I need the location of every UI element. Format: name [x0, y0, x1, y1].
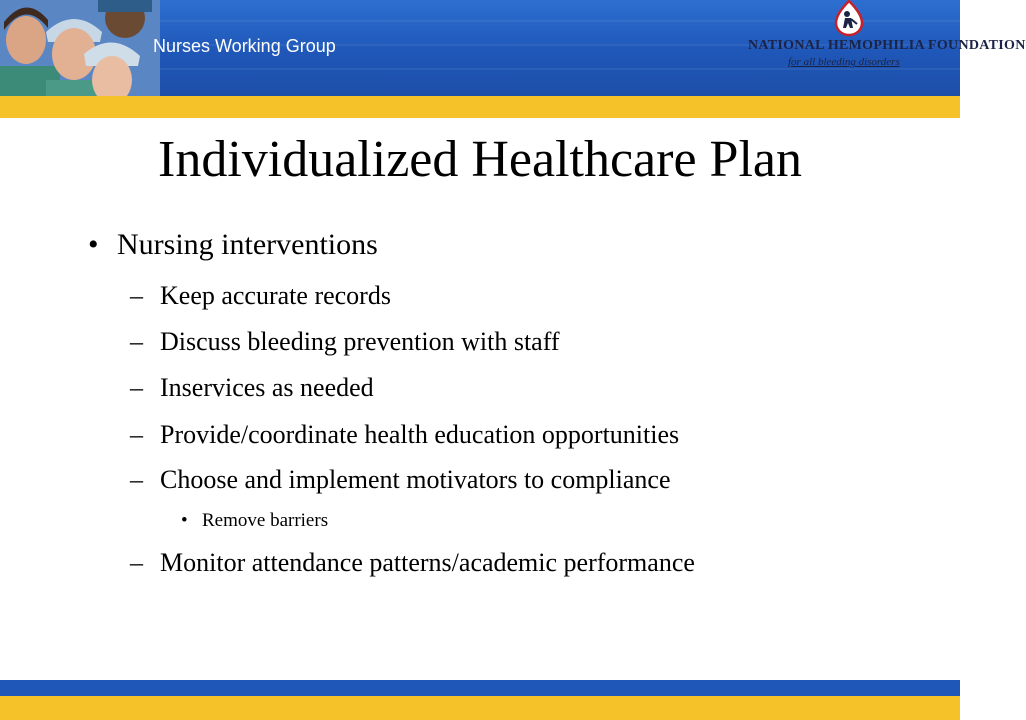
- sub-item-text: Discuss bleeding prevention with staff: [160, 327, 560, 356]
- dash-marker: –: [130, 420, 143, 449]
- sub-item-text: Monitor attendance patterns/academic performance: [160, 548, 695, 577]
- bullet-marker: •: [181, 510, 188, 531]
- dash-marker: –: [130, 327, 143, 356]
- slide-title: Individualized Healthcare Plan: [158, 131, 802, 188]
- dash-marker: –: [130, 465, 143, 494]
- nhf-logo: [748, 0, 1026, 96]
- dash-marker: –: [130, 281, 143, 310]
- sub-sub-item-text: Remove barriers: [202, 510, 329, 531]
- nhf-tagline: for all bleeding disorders: [788, 56, 900, 68]
- footer-blue-bar: [0, 680, 960, 696]
- dash-marker: –: [130, 548, 143, 577]
- group-name: Nurses Working Group: [153, 36, 336, 56]
- dash-marker: –: [130, 373, 143, 402]
- nhf-emblem-icon: [832, 0, 866, 36]
- footer-gold-bar: [0, 696, 960, 720]
- sub-item-text: Provide/coordinate health education opportunities: [160, 420, 680, 449]
- sub-item-text: Keep accurate records: [160, 281, 391, 310]
- bullet-text: Nursing interventions: [117, 228, 378, 261]
- bullet-marker: •: [88, 228, 99, 261]
- sub-item-text: Choose and implement motivators to compliance: [160, 465, 671, 494]
- header-gold-bar: [0, 96, 960, 118]
- sub-item-text: Inservices as needed: [160, 373, 374, 402]
- nhf-name: NATIONAL HEMOPHILIA FOUNDATION: [748, 38, 1026, 53]
- header-banner: [0, 0, 1026, 96]
